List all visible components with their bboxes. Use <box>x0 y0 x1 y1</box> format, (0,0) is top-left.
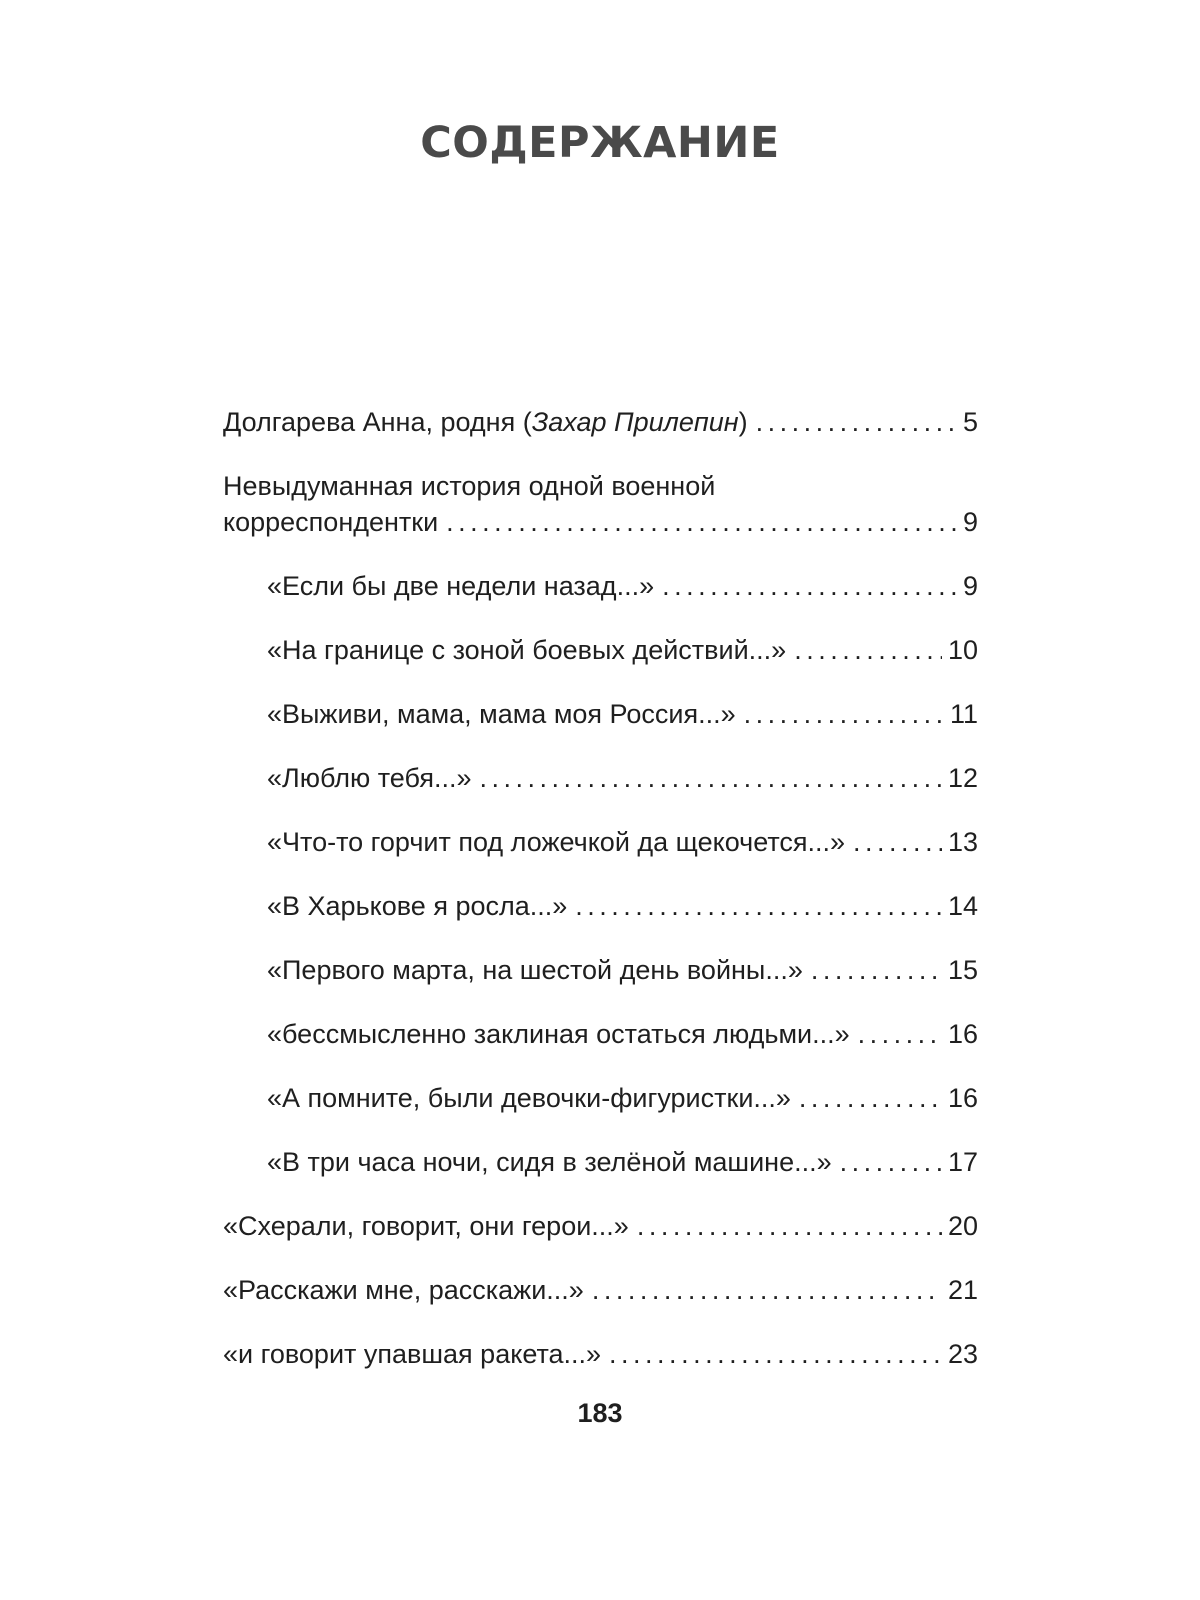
dot-leader <box>794 632 942 668</box>
dot-leader <box>592 1272 942 1308</box>
dot-leader <box>811 952 942 988</box>
toc-entry-title: «Первого марта, на шестой день войны...» <box>267 955 803 985</box>
toc-entry <box>223 696 978 732</box>
toc-entry-page: 11 <box>949 699 978 729</box>
toc-entry-title: «В Харькове я росла...» <box>267 891 568 921</box>
toc-entry <box>223 1208 978 1244</box>
dot-leader <box>575 888 942 924</box>
toc-entry <box>223 760 978 796</box>
toc-entry <box>223 1336 978 1372</box>
toc-entry-title-line1: Невыдуманная история одной военной <box>223 471 716 501</box>
toc-entry-title: Долгарева Анна, родня (Захар Прилепин) <box>223 407 748 437</box>
toc-entry-title: «Схерали, говорит, они герои...» <box>223 1211 629 1241</box>
dot-leader <box>756 404 957 440</box>
toc-entry <box>223 1272 978 1308</box>
toc-entry <box>223 632 978 668</box>
toc-entry-title: «Люблю тебя...» <box>267 763 472 793</box>
toc-entry-page: 10 <box>947 635 978 665</box>
toc-entry <box>223 952 978 988</box>
toc-entry-page: 9 <box>962 571 978 601</box>
toc-entry-page: 17 <box>947 1147 978 1177</box>
toc-entry <box>223 1080 978 1116</box>
toc-entry-title: «бессмысленно заклиная остаться людьми...» <box>267 1019 850 1049</box>
dot-leader <box>480 760 942 796</box>
table-of-contents <box>223 404 978 1372</box>
toc-entry-title: «Выживи, мама, мама моя Россия...» <box>267 699 736 729</box>
toc-entry <box>223 568 978 604</box>
toc-entry <box>223 824 978 860</box>
toc-entry-page: 15 <box>947 955 978 985</box>
page-title: СОДЕРЖАНИЕ <box>420 118 780 168</box>
toc-entry <box>223 888 978 924</box>
toc-entry-page: 12 <box>947 763 978 793</box>
dot-leader <box>744 696 944 732</box>
dot-leader <box>853 824 942 860</box>
toc-line <box>223 504 978 540</box>
toc-entry <box>223 1144 978 1180</box>
dot-leader <box>609 1336 942 1372</box>
dot-leader <box>637 1208 942 1244</box>
toc-entry-title: «В три часа ночи, сидя в зелёной машине...» <box>267 1147 832 1177</box>
toc-entry-title: «Если бы две недели назад...» <box>267 571 655 601</box>
toc-entry-title: «Расскажи мне, расскажи...» <box>223 1275 584 1305</box>
dot-leader <box>799 1080 942 1116</box>
dot-leader <box>662 568 957 604</box>
toc-entry-title: корреспондентки <box>223 507 439 537</box>
toc-entry-nevydumannaya <box>223 468 978 540</box>
toc-entry-page: 16 <box>947 1019 978 1049</box>
toc-entry-page: 5 <box>962 407 978 437</box>
toc-entry-author: Захар Прилепин <box>531 407 739 437</box>
toc-entry-page: 20 <box>947 1211 978 1241</box>
toc-entry-page: 13 <box>947 827 978 857</box>
dot-leader <box>858 1016 942 1052</box>
toc-entry-page: 9 <box>962 507 978 537</box>
toc-entry-title: «А помните, были девочки-фигуристки...» <box>267 1083 791 1113</box>
toc-line <box>223 404 978 440</box>
toc-entry-page: 16 <box>947 1083 978 1113</box>
toc-entry-dolgareva <box>223 404 978 440</box>
toc-entry-page: 21 <box>947 1275 978 1305</box>
page-number: 183 <box>577 1398 623 1428</box>
toc-entry-page: 23 <box>947 1339 978 1369</box>
toc-entry-page: 14 <box>947 891 978 921</box>
toc-entry <box>223 1016 978 1052</box>
toc-entry-title: «Что-то горчит под ложечкой да щекочется...» <box>267 827 846 857</box>
dot-leader <box>446 504 957 540</box>
dot-leader <box>840 1144 942 1180</box>
toc-entry-title: «На границе с зоной боевых действий...» <box>267 635 787 665</box>
toc-entry-title: «и говорит упавшая ракета...» <box>223 1339 602 1369</box>
